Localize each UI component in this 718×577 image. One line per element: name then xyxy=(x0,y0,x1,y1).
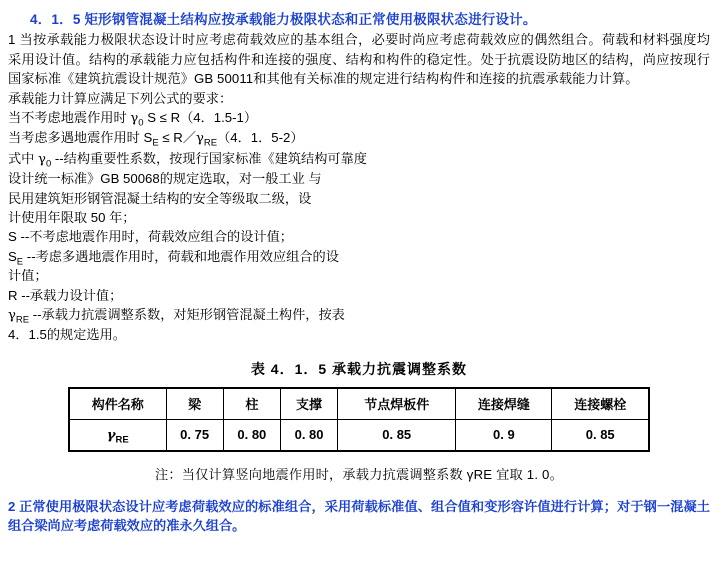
section-heading: 4．1．5 矩形钢管混凝土结构应按承载能力极限状态和正常使用极限状态进行设计。 xyxy=(30,12,537,27)
table-header-cell: 连接焊缝 xyxy=(456,388,552,420)
table-header-row xyxy=(69,388,649,420)
table-cell: 0. 85 xyxy=(552,419,649,451)
text-line: 承载能力计算应满足下列公式的要求： xyxy=(8,90,233,106)
bottom-paragraph: 2 正常使用极限状态设计应考虑荷载效应的标准组合，采用荷载标准值、组合值和变形容许值进行计算；对于钢一混凝土组合梁尚应考虑荷载效应的准永久组合。 xyxy=(8,498,710,534)
text-line: 设计统一标准》GB 50068的规定选取，对一般工业 与 xyxy=(8,171,322,187)
table-title: 表 4．1．5 承载力抗震调整系数 xyxy=(250,360,468,377)
table-cell: 0. 9 xyxy=(456,419,552,451)
text-line: R --承载力设计值； xyxy=(8,287,123,303)
text-line: 计值； xyxy=(8,268,48,284)
table-note: 注：当仅计算竖向地震作用时，承载力抗震调整系数 γRE 宜取 1. 0。 xyxy=(155,466,563,482)
seismic-adjustment-table xyxy=(68,387,650,452)
text-line: 计使用年限取 50 年； xyxy=(8,209,136,225)
table-header-cell: 节点焊板件 xyxy=(338,388,456,420)
table-cell: 0. 80 xyxy=(280,419,337,451)
text-line: 式中 $\gamma_0$ --结构重要性系数，按现行国家标准《建筑结构可靠度 xyxy=(8,150,367,170)
table-row xyxy=(69,419,649,451)
text-line: 当不考虑地震作用时 $\gamma_0$ S ≤ R（4．1.5-1） xyxy=(8,109,258,129)
text-line: $S_E$ --考虑多遇地震作用时，荷载和地震作用效应组合的设 xyxy=(8,248,339,268)
table-header-cell: 构件名称 xyxy=(69,388,166,420)
table-cell: 0. 80 xyxy=(223,419,280,451)
table-header-cell: 柱 xyxy=(223,388,280,420)
table-row-label: $\gamma_{RE}$ xyxy=(69,419,166,451)
table-header-cell: 支撑 xyxy=(280,388,337,420)
text-line: 4．1.5的规定选用。 xyxy=(8,327,126,343)
text-line: 当考虑多遇地震作用时 $S_E$ ≤ $R/\gamma_{RE}(4$．1．5-2） xyxy=(8,130,304,149)
text-line: $\gamma_{RE}$ --承载力抗震调整系数，对矩形钢管混凝土构件，按表 xyxy=(8,306,345,326)
table-cell: 0. 75 xyxy=(166,419,223,451)
table-cell: 0. 85 xyxy=(338,419,456,451)
text-line: 民用建筑矩形钢管混凝土结构的安全等级取二级，设 xyxy=(8,190,312,206)
intro-paragraph: 1 当按承载能力极限状态设计时应考虑荷载效应的基本组合，必要时尚应考虑荷载效应的偶然组合。荷载和材料强度均采用设计值。结构的承载能力应包括构件和连接的强度、结构和构件的稳定性。处于抗震设防地区的结构，尚应按现行国家标准《建筑抗震设计规范》GB 50011和其他有关标准的规定进行结构构件和连接的抗震承载能力计算。 xyxy=(8,32,710,86)
table-header-cell: 连接螺栓 xyxy=(552,388,649,420)
text-line: S --不考虑地震作用时，荷载效应组合的设计值； xyxy=(8,229,293,245)
table-header-cell: 梁 xyxy=(166,388,223,420)
formula-block xyxy=(8,89,710,345)
